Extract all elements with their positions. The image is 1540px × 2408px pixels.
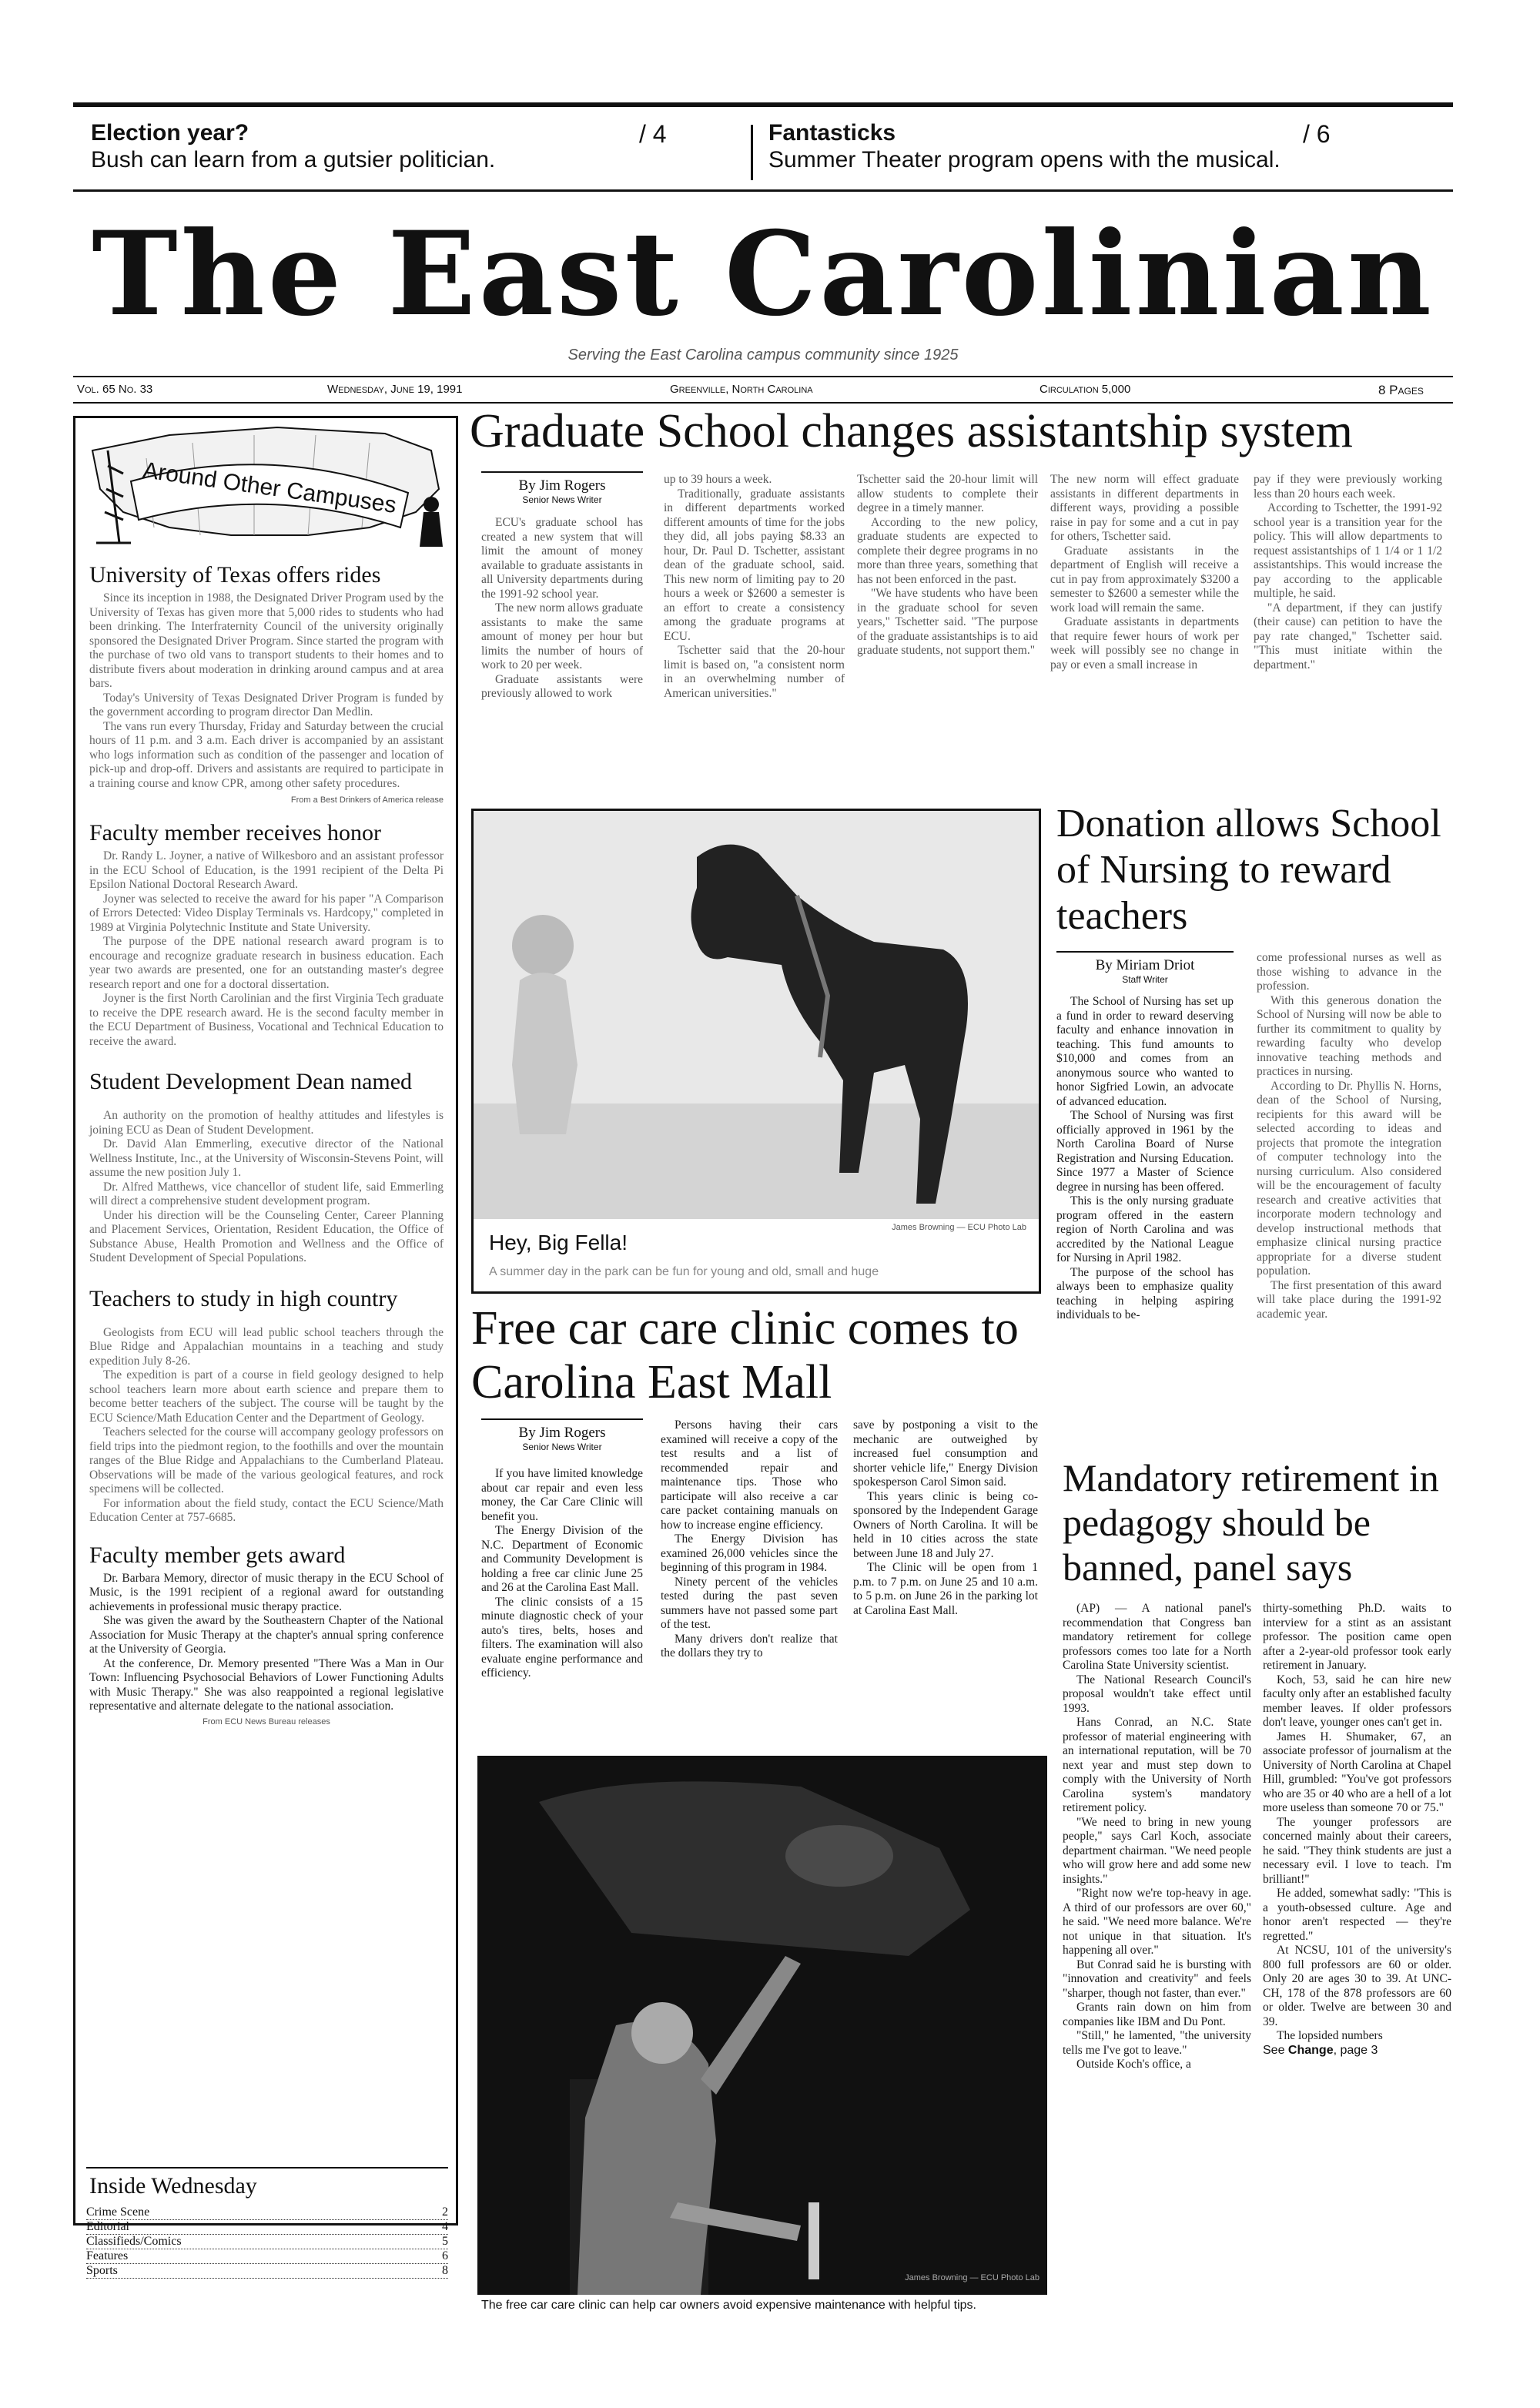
- sidebar-item-1-head[interactable]: University of Texas offers rides: [89, 562, 381, 588]
- teaser-right[interactable]: [768, 120, 1354, 174]
- paragraph: The new norm allows graduate assistants to make the same amount of money per hour but limits the number of hours of work to 20 per week.: [481, 601, 643, 671]
- dateline-rule-top: [73, 376, 1453, 377]
- paragraph: If you have limited knowledge about car repair and even less money, the Car Care Clinic will benefit you.: [481, 1467, 643, 1523]
- paragraph: The first presentation of this award will take place during the 1991-92 academic year.: [1257, 1278, 1441, 1321]
- inside-item-label: Editorial: [86, 2220, 129, 2233]
- paragraph: come professional nurses as well as those wishing to advance in the profession.: [1257, 951, 1441, 993]
- paragraph: At NCSU, 101 of the university's 800 full professors are 60 or older. Only 20 are ages 30 to 39. At UNC-CH, 178 of the 878 professors are 60 or older. Twelve are between 30 and 39.: [1263, 1944, 1451, 2028]
- jump-prefix: See: [1263, 2043, 1285, 2057]
- paragraph: But Conrad said he is bursting with "innovation and creativity" and feels "sharper, though not faster, than ever.": [1063, 1958, 1251, 2000]
- inside-title: Inside Wednesday: [89, 2173, 257, 2199]
- sidebar-item-3-head[interactable]: Student Development Dean named: [89, 1069, 413, 1094]
- sidebar-item-5-head[interactable]: Faculty member gets award: [89, 1542, 346, 1568]
- paragraph: According to Tschetter, the 1991-92 school year is a transition year for the policy. This will allow departments to request assistantships of 1 1/4 or 1 1/2 assistantships. This would increase the pay according to the applicable multiple, he said.: [1254, 501, 1442, 600]
- horse-photo-image: [474, 811, 1039, 1219]
- lead-column-1: [481, 516, 643, 702]
- lead-bytitle: Senior News Writer: [522, 494, 602, 505]
- inside-item-features[interactable]: [86, 2249, 448, 2264]
- photo-car-care-credit: James Browning — ECU Photo Lab: [905, 2273, 1040, 2282]
- paragraph: With this generous donation the School of Nursing will now be able to further its commitment to quality by rewarding faculty who develop innovative teaching methods and practices in nursing.: [1257, 993, 1441, 1078]
- inside-item-page: 4: [442, 2220, 448, 2233]
- dateline-place: Greenville, North Carolina: [670, 383, 813, 396]
- paragraph: The purpose of the DPE national research award program is to encourage and recognize graduate research in business education. Each year two awards are presented, one for an outstanding master's degree research report and one for a doctoral dissertation.: [89, 935, 444, 991]
- paragraph: For information about the field study, contact the ECU Science/Math Education Center at 757-6685.: [89, 1496, 444, 1524]
- paragraph: Hans Conrad, an N.C. State professor of material engineering with an international reputation, will be 70 next year and must step down to comply with the University of North Carolina system's mandatory retirement policy.: [1063, 1716, 1251, 1814]
- paragraph: The School of Nursing was first officially approved in 1961 by the North Carolina Board of Nurse Registration and Nursing Education. Since 1977 a Master of Science degree in nursing has been offered.: [1056, 1109, 1234, 1194]
- retire-column-2: [1263, 1602, 1451, 2058]
- sidebar-item-3-body: [89, 1109, 444, 1266]
- carcare-bytitle: Senior News Writer: [522, 1442, 602, 1452]
- sidebar-item-2-head[interactable]: Faculty member receives honor: [89, 820, 382, 846]
- lead-byline-block: [481, 471, 643, 505]
- paragraph: "Right now we're top-heavy in age. A third of our professors are over 60," he said. "We need more balance. We're not unique in that situation. It's happening all over.": [1063, 1887, 1251, 1957]
- paragraph: The School of Nursing has set up a fund in order to reward deserving faculty and enhance innovation in teaching. This fund amounts to $10,000 and comes from an anonymous source who wanted to honor Sigfried Lowin, an advocate of advanced education.: [1056, 995, 1234, 1108]
- inside-item-page: 6: [442, 2249, 448, 2262]
- jump-page: , page 3: [1333, 2043, 1378, 2057]
- photo-car-care[interactable]: [477, 1756, 1047, 2295]
- paragraph: pay if they were previously working less than 20 hours each week.: [1254, 473, 1442, 501]
- paragraph: Persons having their cars examined will receive a copy of the test results and a list of recommended repair and maintenance tips. Those who participate will also receive a car care packet containing manuals on how to increase engine efficiency.: [661, 1418, 838, 1532]
- paragraph: Dr. Randy L. Joyner, a native of Wilkesboro and an assistant professor in the ECU School of Education, is the 1991 recipient of the Delta Pi Epsilon National Doctoral Research Award.: [89, 849, 444, 891]
- paragraph: Ninety percent of the vehicles tested during the past seven summers have not passed some part of the test.: [661, 1575, 838, 1631]
- paragraph: This is the only nursing graduate program offered in the eastern region of North Carolina and was accredited by the National League for Nursing in April 1982.: [1056, 1194, 1234, 1264]
- teaser-divider: [751, 125, 753, 180]
- photo-horse-credit: James Browning — ECU Photo Lab: [892, 1223, 1026, 1232]
- carcare-headline[interactable]: Free car care clinic comes to Carolina East Mall: [471, 1302, 1019, 1408]
- nursing-column-1: [1056, 995, 1234, 1323]
- paragraph: Joyner is the first North Carolinian and the first Virginia Tech graduate to receive the DPE research award. He is the second faculty member in the ECU Department of Business, Vocational and Technical Education to receive the award.: [89, 992, 444, 1048]
- paragraph: The clinic consists of a 15 minute diagnostic check of your auto's tires, belts, hoses and filters. The examination will also evaluate engine performance and efficiency.: [481, 1595, 643, 1680]
- nursing-bytitle: Staff Writer: [1122, 974, 1168, 985]
- sidebar-item-1-source: From a Best Drinkers of America release: [290, 795, 444, 805]
- paragraph: Graduate assistants in the department of English will receive a cut in pay from approximately $3200 a semester to $2600 a semester while the work load will remain the same.: [1050, 544, 1239, 615]
- sidebar-item-5-source: From ECU News Bureau releases: [203, 1716, 330, 1726]
- paragraph: Dr. Barbara Memory, director of music therapy in the ECU School of Music, is the 1991 recipient of a regional award for outstanding achievements in professional music therapy practice.: [89, 1571, 444, 1613]
- paragraph: Outside Koch's office, a: [1076, 2058, 1191, 2071]
- around-campuses-banner: [77, 420, 454, 554]
- carcare-byline: By Jim Rogers: [518, 1425, 606, 1441]
- inside-item-label: Sports: [86, 2264, 118, 2277]
- paragraph: The Energy Division of the N.C. Department of Economic and Community Development is holding a free car clinic June 25 and 26 at the Carolina East Mall.: [481, 1524, 643, 1594]
- inside-rule: [86, 2167, 448, 2169]
- paragraph: Graduate assistants were previously allowed to work: [481, 672, 643, 700]
- inside-item-label: Crime Scene: [86, 2205, 150, 2219]
- inside-item-label: Classifieds/Comics: [86, 2235, 182, 2248]
- paragraph: "We have students who have been in the graduate school for seven years," Tschetter said. "The purpose of the graduate assistantships is to aid graduate students, not support them.": [857, 587, 1038, 657]
- retire-jump-line[interactable]: [1263, 2044, 1451, 2058]
- masthead-title: The East Carolinian: [92, 206, 1435, 342]
- nursing-byline-block: [1056, 951, 1234, 985]
- photo-horse[interactable]: [471, 809, 1041, 1294]
- paragraph: Joyner was selected to receive the award for his paper "A Comparison of Errors Detected: Video Display Terminals vs. Hardcopy," completed in 1989 at Virginia Polytechnic Institute and State University.: [89, 892, 444, 934]
- lead-byline: By Jim Rogers: [518, 477, 606, 494]
- paragraph: Many drivers don't realize that the dollars they try to: [661, 1632, 838, 1659]
- sidebar-item-4-head[interactable]: Teachers to study in high country: [89, 1285, 398, 1311]
- paragraph: up to 39 hours a week.: [664, 473, 772, 486]
- lead-column-5: [1254, 473, 1442, 672]
- paragraph: Teachers selected for the course will accompany geology professors on field trips into the piedmont region, to the foothills and over the mountain ranges of the Blue Ridge and Appalachians to the Cumberland Plateau. Observations will be made of the various geological features, and rock specimens will be collected.: [89, 1425, 444, 1495]
- sidebar-item-2-body: [89, 849, 444, 1049]
- inside-item-classifieds[interactable]: [86, 2235, 448, 2249]
- paragraph: According to the new policy, graduate students are expected to complete their degree programs in no more than three years, something that has not been enforced in the past.: [857, 515, 1038, 586]
- photo-car-care-caption: The free car care clinic can help car owners avoid expensive maintenance with helpful tips.: [481, 2299, 976, 2312]
- paragraph: Geologists from ECU will lead public school teachers through the Blue Ridge and Appalachian mountains in a teaching and study expedition July 8-26.: [89, 1325, 444, 1368]
- paragraph: The National Research Council's proposal wouldn't take effect until 1993.: [1063, 1673, 1251, 1715]
- paragraph: Tschetter said that the 20-hour limit is based on, "a consistent norm in an overwhelming number of American universities.": [664, 644, 845, 700]
- inside-wednesday: [86, 2167, 448, 2279]
- teaser-right-text: Summer Theater program opens with the musical.: [768, 147, 1281, 172]
- paragraph: Koch, 53, said he can hire new faculty only after an established faculty member leaves. If older professors don't leave, younger ones can't get in.: [1263, 1673, 1451, 1729]
- dateline-pages: 8 Pages: [1378, 383, 1424, 397]
- paragraph: Today's University of Texas Designated Driver Program is funded by the government according to program director Dan Medlin.: [89, 691, 444, 718]
- inside-item-editorial[interactable]: [86, 2220, 448, 2235]
- photo-horse-caption: A summer day in the park can be fun for young and old, small and huge: [489, 1265, 879, 1278]
- paragraph: ECU's graduate school has created a new system that will limit the amount of money available to graduate assistants in all University departments during the 1991-92 school year.: [481, 516, 643, 601]
- dateline-rule-bottom: [73, 402, 1453, 404]
- paragraph: Grants rain down on him from companies like IBM and Du Pont.: [1063, 2001, 1251, 2028]
- paragraph: He added, somewhat sadly: "This is a youth-obsessed culture. Age and honor aren't respected — they're regretted.": [1263, 1887, 1451, 1943]
- sidebar-item-1-body: [89, 591, 444, 791]
- dateline-date: Wednesday, June 19, 1991: [327, 383, 463, 396]
- paragraph: "A department, if they can justify (their cause) can petition to have the pay rate changed," Tschetter said. "This must initiate within the department.": [1254, 601, 1442, 671]
- teaser-right-page[interactable]: / 6: [1303, 120, 1331, 148]
- paragraph: The lopsided numbers: [1277, 2029, 1383, 2042]
- nursing-column-2: [1257, 951, 1441, 1321]
- paragraph: Traditionally, graduate assistants in different departments worked different amounts of time for the jobs they did, all jobs paying $8.33 an hour, Dr. Paul D. Tschetter, assistant dean of the graduate school, said. This new norm of limiting pay to 20 hours a week or $2600 a semester is an effort to create a consistency among the graduate programs at ECU.: [664, 487, 845, 643]
- nursing-headline[interactable]: Donation allows School of Nursing to reward teachers: [1056, 802, 1441, 938]
- lead-headline[interactable]: Graduate School changes assistantship system: [470, 405, 1353, 457]
- paragraph: "Still," he lamented, "the university tells me I've got to leave.": [1063, 2029, 1251, 2057]
- carcare-byline-block: [481, 1418, 643, 1452]
- carcare-column-3: [853, 1418, 1038, 1618]
- sidebar-item-4-body: [89, 1326, 444, 1526]
- teaser-left-text: Bush can learn from a gutsier politician.: [91, 147, 496, 172]
- photo-horse-title: Hey, Big Fella!: [489, 1231, 628, 1254]
- teaser-left[interactable]: [91, 120, 676, 174]
- top-rule: [73, 102, 1453, 107]
- paragraph: save by postponing a visit to the mechanic are outweighed by increased fuel consumption and shorter vehicle life," Energy Division spokesperson Carol Simon said.: [853, 1418, 1038, 1489]
- paragraph: The younger professors are concerned mainly about their careers, he said. "They think students are just a necessary evil. I love to teach. I'm brilliant!": [1263, 1815, 1451, 1886]
- teaser-left-page[interactable]: / 4: [639, 120, 667, 148]
- paragraph: (AP) — A national panel's recommendation that Congress ban mandatory retirement for college professors comes too late for a North Carolina State University scientist.: [1063, 1602, 1251, 1672]
- paragraph: Dr. Alfred Matthews, vice chancellor of student life, said Emmerling will direct a comprehensive student development program.: [89, 1180, 444, 1207]
- paragraph: An authority on the promotion of healthy attitudes and lifestyles is joining ECU as Dean of Student Development.: [89, 1109, 444, 1137]
- paragraph: "We need to bring in new young people," says Carl Koch, associate department chairman. "We need people who will grow here and add some new insights.": [1063, 1815, 1251, 1886]
- dateline-circulation: Circulation 5,000: [1040, 383, 1131, 396]
- paragraph: The Energy Division has examined 26,000 vehicles since the beginning of this program in 1984.: [661, 1532, 838, 1574]
- lead-column-4: [1050, 473, 1239, 672]
- inside-item-crime-scene[interactable]: [86, 2205, 448, 2220]
- paragraph: Since its inception in 1988, the Designated Driver Program used by the University of Texas has given more that 5,000 rides to students who had been drinking. The Interfraternity Council of the university originally sponsored the Designated Driver Program. Since started the program with the purchase of two old vans to transport students to their homes and to distribute fivers about moderation in drinking around campus and at area bars.: [89, 591, 444, 690]
- paragraph: The new norm will effect graduate assistants in different departments in different ways, providing a possible raise in pay for some and a cut in pay for others, Tschetter said.: [1050, 473, 1239, 543]
- paragraph: According to Dr. Phyllis N. Horns, dean of the School of Nursing, recipients for this award will be selected according to ideas and projects that promote the integration of computer technology into the nursing curriculum. Also considered will be the encouragement of faculty research and creative activities that incorporate modern technology and develop instructional methods that emphasize clinical nursing practice appropriate for a diverse student population.: [1257, 1079, 1441, 1278]
- paragraph: Graduate assistants in departments that require fewer hours of work per week will possibly see no change in pay or even a small increase in: [1050, 615, 1239, 671]
- paragraph: This years clinic is being co-sponsored by the Independent Garage Owners of North Carolina. It will be held in 10 cities across the state between June 18 and July 27.: [853, 1489, 1038, 1560]
- paragraph: thirty-something Ph.D. waits to interview for a stint as an assistant professor. The position came open after a 2-year-old professor took early retirement in January.: [1263, 1602, 1451, 1672]
- lead-column-2: [664, 473, 845, 701]
- retire-headline[interactable]: Mandatory retirement in pedagogy should be banned, panel says: [1063, 1456, 1439, 1589]
- teaser-right-title: Fantasticks: [768, 120, 896, 146]
- inside-item-page: 8: [442, 2264, 448, 2277]
- paragraph: The vans run every Thursday, Friday and Saturday between the crucial hours of 11 p.m. and 3 a.m. Each driver is accompanied by an assistant who logs information such as condition of the passenger and location of pick-up and drop-off. Drivers and assistants are required to participate in a training course and know CPR, among other safety procedures.: [89, 719, 444, 790]
- sidebar-item-5-body: [89, 1572, 444, 1714]
- paragraph: Tschetter said the 20-hour limit will allow students to complete their degree in a timely manner.: [857, 473, 1038, 514]
- paragraph: The expedition is part of a course in field geology designed to help school teachers learn more about earth science and prepare them to become better teachers of the subject. The course will be taught by the ECU Science/Math Education Center and the Department of Geology.: [89, 1368, 444, 1425]
- paragraph: She was given the award by the Southeastern Chapter of the National Association for Music Therapy at the chapter's annual spring conference at the University of Georgia.: [89, 1614, 444, 1656]
- paragraph: At the conference, Dr. Memory presented "There Was a Man in Our Town: Influencing Psychosocial Behaviors of Lower Functioning Adults with Music Therapy." She was also reappointed a regional legislative representative and alternate delegate to the national association.: [89, 1656, 444, 1713]
- nursing-byline: By Miriam Driot: [1095, 957, 1195, 973]
- paragraph: The Clinic will be open from 1 p.m. to 7 p.m. on June 25 and 10 a.m. to 5 p.m. on June 26 in the parking lot at Carolina East Mall.: [853, 1561, 1038, 1617]
- carcare-column-1: [481, 1467, 643, 1681]
- paragraph: The purpose of the school has always been to emphasize quality teaching in helping aspiring individuals to be-: [1056, 1265, 1234, 1321]
- inside-item-sports[interactable]: [86, 2264, 448, 2279]
- carcare-column-2: [661, 1418, 838, 1661]
- banner-text: Around Other Campuses: [141, 457, 398, 518]
- paragraph: Dr. David Alan Emmerling, executive director of the National Wellness Institute, Inc., at the University of Wisconsin-Stevens Point, will assume the new position July 1.: [89, 1137, 444, 1179]
- inside-item-label: Features: [86, 2249, 129, 2262]
- inside-item-page: 5: [442, 2235, 448, 2248]
- sidebar-content: [89, 562, 444, 1726]
- dateline-volume: Vol. 65 No. 33: [77, 383, 153, 396]
- retire-column-1: [1063, 1602, 1251, 2072]
- jump-keyword: Change: [1287, 2043, 1334, 2057]
- teaser-left-title: Election year?: [91, 120, 249, 146]
- paragraph: James H. Shumaker, 67, an associate professor of journalism at the University of North Carolina at Chapel Hill, grumbled: "You've got professors who are 35 or 40 who are a hell of a lot more useless than someone 70 or 75.": [1263, 1730, 1451, 1814]
- car-care-photo-image: [477, 1756, 1047, 2295]
- masthead-tagline: Serving the East Carolina campus community since 1925: [567, 347, 959, 363]
- paragraph: Under his direction will be the Counseling Center, Career Planning and Placement Services, Orientation, Resident Education, the Office of Substance Abuse, Health Promotion and Wellness and the Office of Student Development of Special Populations.: [89, 1208, 444, 1264]
- inside-item-page: 2: [442, 2205, 448, 2219]
- lead-column-3: [857, 473, 1038, 658]
- teaser-bottom-rule: [73, 189, 1453, 192]
